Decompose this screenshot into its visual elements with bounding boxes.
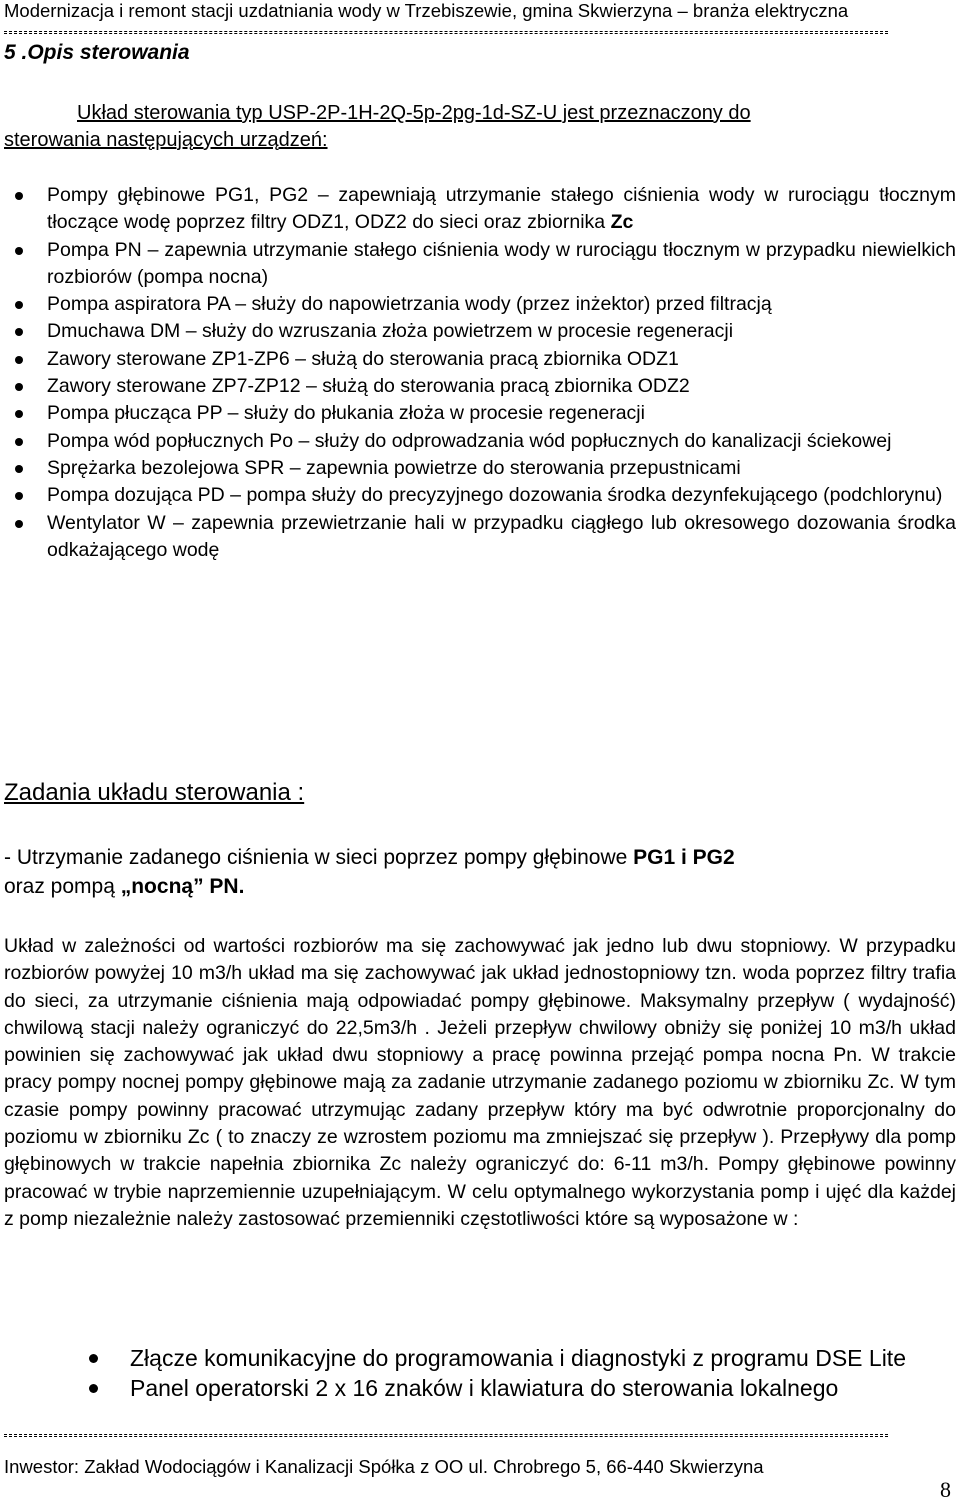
- tasks-body-paragraph: Układ w zależności od wartości rozbiorów ma się zachowywać jak jedno lub dwu stopniowy. W przypadku rozbiorów powyżej 10 m3/h układ ma się zachowywać jak układ jednostopniowy tzn. woda poprzez filtry trafia do sieci, za utrzymanie ciśnienia mają odpowiadać pompy głębinowe. Maksymalny przepływ ( wydajność) chwilową stacji należy ograniczyć do 22,5m3/h . Jeżeli przepływ chwilowy obniży się poniżej 10 m3/h układ powinien się zachowywać jak układ dwu stopniowy a pracę powinna przejąć pompa nocna Pn. W trakcie pracy pompy nocnej pompy głębinowe mają za zadanie utrzymanie zadanego poziomu w zbiorniku Zc. W tym czasie pompy powinny pracować utrzymując zadany przepływ który ma być odwrotnie proporcjonalny do poziomu w zbiorniku Zc ( to znaczy ze wzrostem poziomu ma zmniejszać się przepływ ). Przepływy dla pomp głębinowych w trakcie napełnia zbiornika Zc należy ograniczyć do: 6-11 m3/h. Pompy głębinowe powinny pracować w trybie naprzemiennie uzupełniającym. W celu optymalnego wykorzystania pomp i ujęć dla każdej z pomp niezależnie należy zastosować przemienniki częstotliwości które są wyposażone w :: [4, 935, 956, 1230]
- list-item: [0, 510, 956, 565]
- device-text: Pompa wód popłucznych Po – służy do odprowadzania wód popłucznych do kanalizacji ściekowej: [47, 429, 892, 452]
- device-text: Pompa płucząca PP – służy do płukania złoża w procesie regeneracji: [47, 402, 645, 425]
- tasks-title: Zadania układu sterowania :: [4, 779, 305, 806]
- device-text: Pompa aspiratora PA – służy do napowietrzania wody (przez inżektor) przed filtracją: [47, 293, 772, 316]
- list-item: [0, 237, 956, 292]
- task-1-text: - Utrzymanie zadanego ciśnienia w sieci poprzez pompy głębinowe: [4, 846, 634, 869]
- list-item: [0, 318, 956, 345]
- device-text: Sprężarka bezolejowa SPR – zapewnia powietrze do sterowania przepustnicami: [47, 456, 741, 479]
- list-item: [0, 346, 956, 373]
- list-item: Złącze komunikacyjne do programowania i diagnostyki z programu DSE Lite: [0, 1343, 956, 1373]
- intro-line-1: Układ sterowania typ USP-2P-1H-2Q-5p-2pg-1d-SZ-U jest przeznaczony do: [77, 102, 751, 124]
- section-title: 5 .Opis sterowania: [4, 41, 190, 64]
- list-item: [0, 455, 956, 482]
- task-1-bold: PG1 i PG2: [633, 846, 735, 869]
- footer-divider: [4, 1434, 888, 1437]
- device-text: Zawory sterowane ZP7-ZP12 – służą do sterowania pracą zbiornika ODZ2: [47, 375, 690, 398]
- page-footer: Inwestor: Zakład Wodociągów i Kanalizacji Spółka z OO ul. Chrobrego 5, 66-440 Skwierzyna: [4, 1456, 764, 1477]
- header-divider: [4, 31, 888, 34]
- task-1-text-2: oraz pompą: [4, 875, 121, 898]
- list-item: [0, 182, 956, 237]
- device-text: Pompa PN – zapewnia utrzymanie stałego ciśnienia wody w rurociągu tłocznym w przypadku niewielkich rozbiorów (pompa nocna): [47, 238, 956, 288]
- list-item: [0, 428, 956, 455]
- list-item: Panel operatorski 2 x 16 znaków i klawiatura do sterowania lokalnego: [0, 1373, 956, 1403]
- device-list: [0, 182, 956, 564]
- list-item: [0, 373, 956, 400]
- device-text: Wentylator W – zapewnia przewietrzanie hali w przypadku ciągłego lub okresowego dozowania środka odkażającego wodę: [47, 511, 956, 561]
- feature-list: [0, 1343, 956, 1403]
- device-text: Dmuchawa DM – służy do wzruszania złoża powietrzem w procesie regeneracji: [47, 320, 734, 343]
- device-bold: Zc: [610, 211, 634, 234]
- intro-paragraph: [4, 100, 874, 154]
- list-item: [0, 482, 956, 509]
- list-item: [0, 400, 956, 427]
- device-text: Pompa dozująca PD – pompa służy do precyzyjnego dozowania środka dezynfekującego (podchlorynu): [47, 484, 943, 507]
- page-number: 8: [940, 1477, 951, 1502]
- task-1-bold-2: „nocną” PN.: [120, 875, 245, 898]
- device-text: Pompy głębinowe PG1, PG2 – zapewniają utrzymanie stałego ciśnienia wody w rurociągu tłocznym tłoczące wodę poprzez filtry ODZ1, ODZ2 do sieci oraz zbiornika: [47, 184, 956, 234]
- intro-line-2: sterowania następujących urządzeń:: [4, 129, 328, 151]
- task-1: [4, 843, 894, 901]
- device-text: Zawory sterowane ZP1-ZP6 – służą do sterowania pracą zbiornika ODZ1: [47, 347, 679, 370]
- list-item: [0, 291, 956, 318]
- page-header: Modernizacja i remont stacji uzdatniania wody w Trzebiszewie, gmina Skwierzyna – branża elektryczna: [4, 0, 849, 21]
